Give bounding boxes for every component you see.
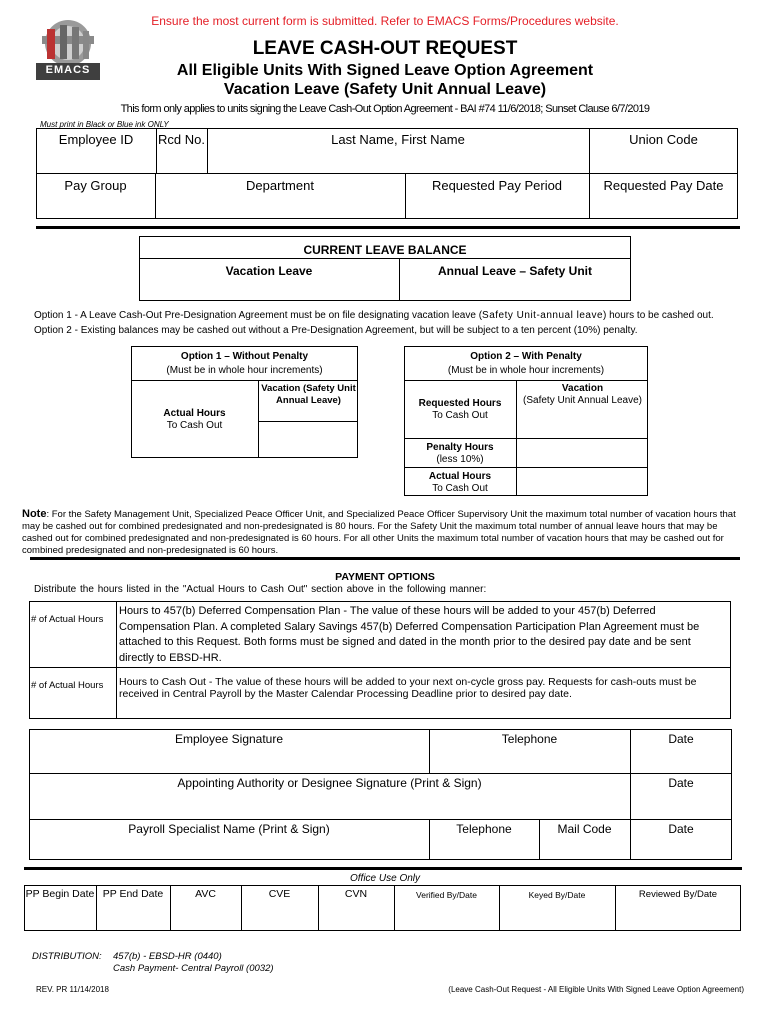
leave-balance-title: CURRENT LEAVE BALANCE <box>303 243 467 257</box>
pp-end-date-field[interactable] <box>99 905 167 927</box>
mail-code-field[interactable] <box>543 840 626 857</box>
avc-field[interactable] <box>173 905 238 927</box>
rcd-no-field[interactable] <box>160 152 204 170</box>
pay-group-label: Pay Group <box>64 178 127 193</box>
department-label: Department <box>246 178 314 193</box>
option-2-column-subheader: (Safety Unit Annual Leave) <box>523 395 642 406</box>
option-1-actual-hours-field[interactable] <box>262 428 354 452</box>
note-paragraph <box>22 508 750 557</box>
payroll-telephone-label: Telephone <box>456 822 512 836</box>
appointing-date-field[interactable] <box>635 795 728 815</box>
option-1-text-post: ) hours to be cashed out. <box>603 310 714 321</box>
appointing-date-label: Date <box>668 776 694 790</box>
distribution-line-1: 457(b) - EBSD-HR (0440) <box>113 951 222 962</box>
logo-text: EMACS <box>45 64 91 76</box>
appointing-authority-label: Appointing Authority or Designee Signature (Print & Sign) <box>177 776 482 790</box>
form-notice: Ensure the most current form is submitted. Refer to EMACS Forms/Procedures website. <box>151 14 619 28</box>
payment-distribute-text: Distribute the hours listed in the "Actual Hours to Cash Out" section above in the following manner: <box>34 584 487 595</box>
option-1-text <box>34 310 714 321</box>
employee-signature-label: Employee Signature <box>174 732 284 746</box>
office-col-avc: AVC <box>195 888 216 900</box>
employee-date-field[interactable] <box>635 751 728 769</box>
revision-label: REV. PR 11/14/2018 <box>36 985 109 994</box>
requested-pay-period-field[interactable] <box>410 197 586 215</box>
page-subtitle-1: All Eligible Units With Signed Leave Option Agreement <box>176 62 594 79</box>
actual-hours-label: Actual Hours <box>428 471 492 482</box>
office-col-cve: CVE <box>268 888 291 900</box>
employee-telephone-field[interactable] <box>434 751 626 769</box>
pp-begin-date-field[interactable] <box>27 905 93 927</box>
office-col-pp-end: PP End Date <box>102 888 164 900</box>
payment-row-2-text: Hours to Cash Out - The value of these hours will be added to your next on-cycle gross pay. Requests for cash-outs must be received in Central Payroll by the Master Calendar Processing Deadline prior to desired pay date. <box>119 676 697 700</box>
annual-leave-label: Annual Leave – Safety Unit <box>437 264 593 278</box>
option-2-requested-hours-field[interactable] <box>520 410 644 434</box>
employee-signature-field[interactable] <box>34 751 424 769</box>
employee-telephone-label: Telephone <box>501 732 558 746</box>
payment-row-1-text: Hours to 457(b) Deferred Compensation Plan - The value of these hours will be added to your 457(b) Deferred Compensation Plan. A completed Salary Savings 457(b) Deferred Compensation Participation Plan Agreement must be attached to this Request. Both forms must be signed and dated in the month prior to the desired pay date and be sent directly to EBSD-HR. <box>119 605 700 664</box>
option-2-title: Option 2 – With Penalty <box>470 351 582 362</box>
union-code-field[interactable] <box>594 152 734 170</box>
page-title: LEAVE CASH-OUT REQUEST <box>252 38 518 59</box>
union-code-label: Union Code <box>629 132 698 147</box>
deferred-comp-hours-field[interactable] <box>33 630 113 662</box>
note-text: : For the Safety Management Unit, Specialized Peace Officer Unit, and Specialized Peace Officer Supervisory Unit the maximum total number of vacation hours that may be cashed out for combined predesignated and non-predesignated is 80 hours. For the Safety Unit the maximum total number of annual leave hours that may be cashed out for combined predesignated and non-predesignated is 60 hours. For all other Units the maximum total number of vacation hours that may be cashed out for combined predesignated and non-predesignated is 60 hours. <box>22 509 736 556</box>
payment-row-2-label: # of Actual Hours <box>31 680 104 691</box>
penalty-hours-sublabel: (less 10%) <box>436 454 484 465</box>
option-1-column-header-text: Vacation (Safety Unit Annual Leave) <box>261 383 356 406</box>
payroll-specialist-label: Payroll Specialist Name (Print & Sign) <box>128 822 330 836</box>
option-1-text-mid: Safety Unit-annual leave <box>482 310 604 321</box>
distribution-label: DISTRIBUTION: <box>32 951 102 962</box>
name-field[interactable] <box>212 152 584 170</box>
option-2-text: Option 2 - Existing balances may be cashed out without a Pre-Designation Agreement, but will be subject to a ten percent (10%) penalty. <box>34 325 638 336</box>
distribution-line-2: Cash Payment- Central Payroll (0032) <box>113 963 274 974</box>
actual-hours-sublabel: To Cash Out <box>432 483 488 494</box>
payment-row-1-label: # of Actual Hours <box>31 614 104 625</box>
requested-pay-date-field[interactable] <box>594 197 734 215</box>
appointing-authority-field[interactable] <box>34 795 626 815</box>
employee-id-label: Employee ID <box>58 132 134 147</box>
option-1-row-sublabel: To Cash Out <box>166 420 223 431</box>
option-1-title: Option 1 – Without Penalty <box>180 351 309 362</box>
applies-note: This form only applies to units signing the Leave Cash-Out Option Agreement - BAI #74 11/6/2018; Sunset Clause 6/7/2019 <box>120 103 650 115</box>
option-1-text-pre: Option 1 - A Leave Cash-Out Pre-Designation Agreement must be on file designating vacation leave ( <box>34 310 483 321</box>
cash-out-hours-field[interactable] <box>33 694 113 716</box>
requested-hours-label: Requested Hours <box>418 398 502 409</box>
office-col-keyed: Keyed By/Date <box>528 890 586 900</box>
verified-by-field[interactable] <box>397 905 496 927</box>
mail-code-label: Mail Code <box>557 822 612 836</box>
option-1-column-header <box>259 383 358 407</box>
cvn-field[interactable] <box>321 905 391 927</box>
reviewed-by-field[interactable] <box>618 905 738 927</box>
name-label: Last Name, First Name <box>331 132 465 147</box>
annual-leave-balance-field[interactable] <box>404 281 626 297</box>
page-subtitle-2: Vacation Leave (Safety Unit Annual Leave) <box>223 81 547 98</box>
rcd-no-label: Rcd No. <box>158 132 205 147</box>
vacation-leave-label: Vacation Leave <box>225 264 313 278</box>
requested-pay-date-label: Requested Pay Date <box>603 178 724 193</box>
penalty-hours-label: Penalty Hours <box>426 442 494 453</box>
department-field[interactable] <box>160 197 402 215</box>
cve-field[interactable] <box>244 905 315 927</box>
section-divider-2 <box>30 557 740 560</box>
option-2-actual-hours-field[interactable] <box>520 471 644 493</box>
payroll-specialist-field[interactable] <box>34 840 424 857</box>
vacation-leave-balance-field[interactable] <box>144 281 394 297</box>
ink-note: Must print in Black or Blue ink ONLY <box>40 120 169 129</box>
office-col-verified: Verified By/Date <box>416 890 477 900</box>
option-2-penalty-hours-field[interactable] <box>520 442 644 464</box>
note-label: Note <box>22 508 47 520</box>
requested-pay-period-label: Requested Pay Period <box>431 178 563 193</box>
employee-id-field[interactable] <box>40 152 152 170</box>
payroll-date-field[interactable] <box>635 840 728 857</box>
employee-date-label: Date <box>668 732 694 746</box>
office-col-cvn: CVN <box>344 888 368 900</box>
requested-hours-sublabel: To Cash Out <box>432 410 488 421</box>
office-col-pp-begin: PP Begin Date <box>25 888 95 900</box>
option-2-subtitle: (Must be in whole hour increments) <box>447 365 605 376</box>
form-name-footer: (Leave Cash-Out Request - All Eligible Units With Signed Leave Option Agreement) <box>448 985 744 994</box>
section-divider-3 <box>24 867 742 870</box>
office-col-reviewed: Reviewed By/Date <box>638 889 718 900</box>
office-use-title: Office Use Only <box>349 873 421 884</box>
keyed-by-field[interactable] <box>502 905 612 927</box>
section-divider <box>36 226 740 229</box>
payroll-date-label: Date <box>668 822 694 836</box>
option-2-column-header: Vacation <box>561 383 604 394</box>
payroll-telephone-field[interactable] <box>433 840 535 857</box>
payment-options-title: PAYMENT OPTIONS <box>335 571 435 583</box>
option-1-subtitle: (Must be in whole hour increments) <box>166 365 323 376</box>
option-1-row-label: Actual Hours <box>163 408 226 419</box>
pay-group-field[interactable] <box>40 197 152 215</box>
